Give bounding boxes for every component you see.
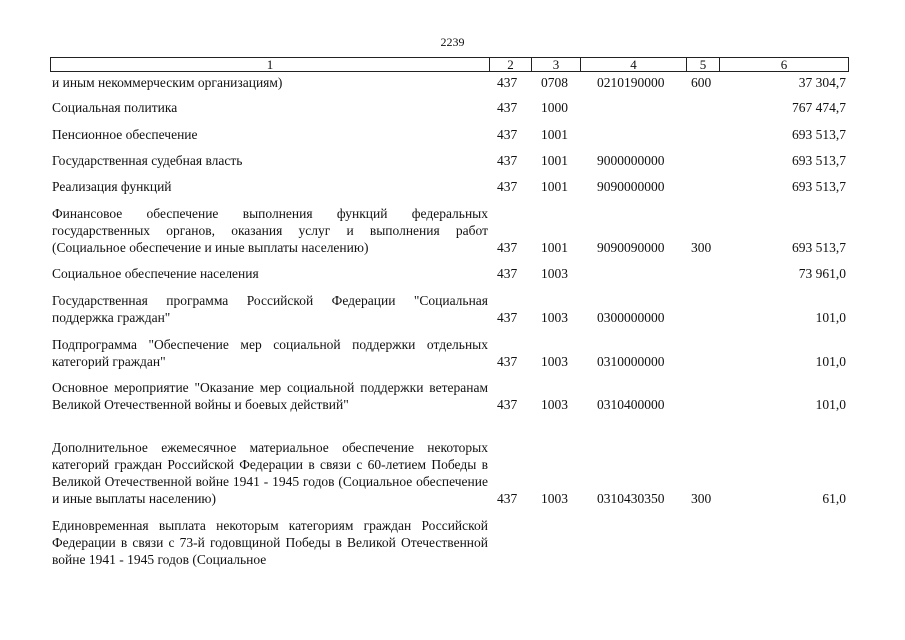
- row-section-code: 1001: [541, 240, 568, 255]
- row-ministry-code: 437: [497, 179, 518, 194]
- row-description: Дополнительное ежемесячное материальное обеспечение некоторых категорий граждан Российской Федерации в связи с 60-летием Победы в Великой Отечественной войне 1941 - 1945 годов (Социальное обеспечение и иные выплаты населению): [52, 440, 488, 506]
- row-section-code: 1003: [541, 310, 568, 325]
- row-target-code: 0310400000: [597, 397, 665, 412]
- row-amount: 101,0: [815, 354, 846, 369]
- row-target-code: 0300000000: [597, 310, 665, 325]
- row-description: Финансовое обеспечение выполнения функций федеральных государственных органов, оказания услуг и выполнения работ (Социальное обеспечение и иные выплаты населению): [52, 206, 488, 255]
- row-amount: 37 304,7: [798, 75, 846, 90]
- row-amount: 101,0: [815, 310, 846, 325]
- row-description: Социальная политика: [52, 100, 178, 115]
- column-header-1: 1: [50, 57, 490, 72]
- row-ministry-code: 437: [497, 153, 518, 168]
- row-amount: 693 513,7: [792, 127, 846, 142]
- row-description: Подпрограмма "Обеспечение мер социальной поддержки отдельных категорий граждан": [52, 337, 488, 369]
- row-description: и иным некоммерческим организациям): [52, 75, 283, 90]
- row-ministry-code: 437: [497, 397, 518, 412]
- row-amount: 61,0: [822, 491, 846, 506]
- row-ministry-code: 437: [497, 491, 518, 506]
- row-section-code: 1003: [541, 266, 568, 281]
- row-section-code: 1000: [541, 100, 568, 115]
- column-header-2: 2: [489, 57, 532, 72]
- row-expense-type: 300: [691, 240, 712, 255]
- row-target-code: 0210190000: [597, 75, 665, 90]
- row-description: Пенсионное обеспечение: [52, 127, 198, 142]
- row-description: Государственная программа Российской Федерации "Социальная поддержка граждан": [52, 293, 488, 325]
- page-number: 2239: [440, 35, 465, 49]
- row-section-code: 1003: [541, 354, 568, 369]
- row-ministry-code: 437: [497, 354, 518, 369]
- row-ministry-code: 437: [497, 310, 518, 325]
- row-expense-type: 300: [691, 491, 712, 506]
- row-section-code: 1003: [541, 491, 568, 506]
- row-expense-type: 600: [691, 75, 712, 90]
- column-header-3: 3: [531, 57, 581, 72]
- row-ministry-code: 437: [497, 266, 518, 281]
- row-description: Государственная судебная власть: [52, 153, 243, 168]
- row-amount: 693 513,7: [792, 240, 846, 255]
- row-section-code: 1003: [541, 397, 568, 412]
- row-ministry-code: 437: [497, 127, 518, 142]
- row-target-code: 0310000000: [597, 354, 665, 369]
- row-section-code: 1001: [541, 153, 568, 168]
- row-ministry-code: 437: [497, 100, 518, 115]
- row-target-code: 9090090000: [597, 240, 665, 255]
- row-section-code: 1001: [541, 179, 568, 194]
- column-header-5: 5: [686, 57, 720, 72]
- row-ministry-code: 437: [497, 240, 518, 255]
- row-description: Социальное обеспечение населения: [52, 266, 259, 281]
- row-amount: 73 961,0: [798, 266, 846, 281]
- row-target-code: 0310430350: [597, 491, 665, 506]
- row-description: Единовременная выплата некоторым категориям граждан Российской Федерации в связи с 73-й годовщиной Победы в Великой Отечественной войне 1941 - 1945 годов (Социальное: [52, 518, 488, 567]
- column-header-6: 6: [719, 57, 849, 72]
- row-description: Основное мероприятие "Оказание мер социальной поддержки ветеранам Великой Отечественной войны и боевых действий": [52, 380, 488, 412]
- row-section-code: 0708: [541, 75, 568, 90]
- row-amount: 101,0: [815, 397, 846, 412]
- row-amount: 693 513,7: [792, 153, 846, 168]
- row-amount: 693 513,7: [792, 179, 846, 194]
- row-ministry-code: 437: [497, 75, 518, 90]
- row-target-code: 9000000000: [597, 153, 665, 168]
- row-target-code: 9090000000: [597, 179, 665, 194]
- column-header-4: 4: [580, 57, 687, 72]
- row-description: Реализация функций: [52, 179, 172, 194]
- row-amount: 767 474,7: [792, 100, 846, 115]
- row-section-code: 1001: [541, 127, 568, 142]
